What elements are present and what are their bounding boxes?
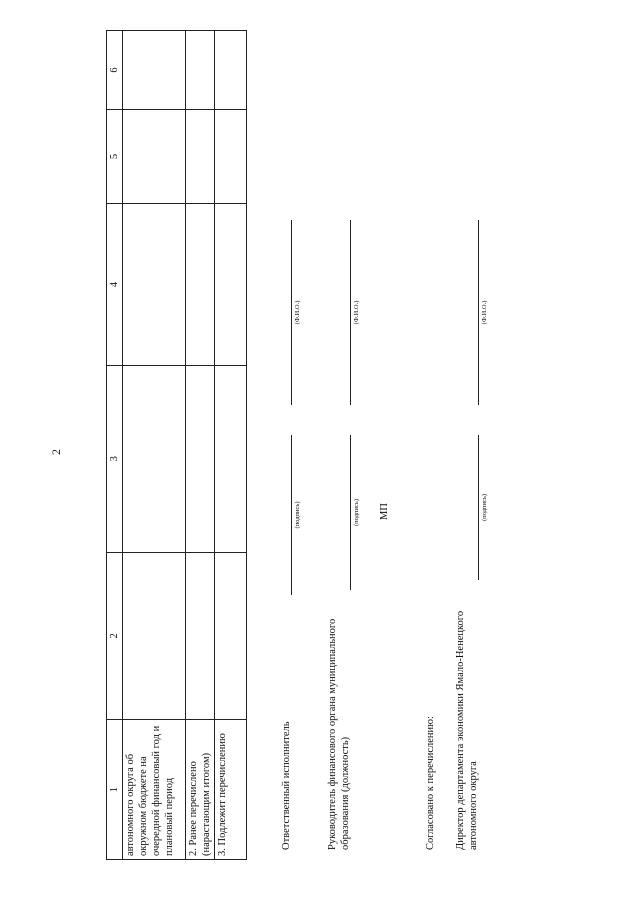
page-number: 2 (49, 449, 63, 455)
table-cell (123, 552, 186, 720)
executor-signature-caption: (подпись) (294, 501, 301, 529)
head-label: Руководитель финансового органа муниципального образования (должность) (327, 618, 351, 850)
table-cell (215, 31, 247, 110)
table-row (123, 31, 186, 860)
table-cell (123, 31, 186, 110)
row-label-budget: автономного округа об окружном бюджете на очередной финансовый год и плановый период (123, 720, 186, 860)
table-cell (186, 552, 215, 720)
director-name-line (478, 220, 479, 405)
table-cell (123, 365, 186, 552)
table-cell (215, 365, 247, 552)
table-cell (215, 203, 247, 365)
table-cell (215, 109, 247, 203)
head-signature-line (350, 435, 351, 590)
head-signature-caption: (подпись) (353, 499, 360, 526)
seal-mark: МП (379, 503, 390, 520)
executor-name-line (291, 220, 292, 405)
column-number-1: 1 (107, 720, 123, 860)
table-cell (186, 31, 215, 110)
director-label: Директор департамента экономики Ямало-Ненецкого автономного округа (455, 610, 479, 850)
column-number-3: 3 (107, 365, 123, 552)
table-cell (215, 552, 247, 720)
executor-signature-line (291, 435, 292, 595)
rotated-content (50, 30, 590, 880)
head-name-line (350, 220, 351, 405)
table-header-row (107, 31, 123, 860)
transfer-table (106, 30, 247, 860)
agreed-label: Согласовано к перечислению: (425, 716, 436, 850)
director-name-caption: (Ф.И.О.) (481, 300, 488, 325)
executor-label: Ответственный исполнитель (281, 721, 292, 850)
table-cell (186, 109, 215, 203)
column-number-2: 2 (107, 552, 123, 720)
row-label-to-transfer: 3. Подлежит перечислению (215, 720, 247, 860)
executor-name-caption: (Ф.И.О.) (294, 300, 301, 325)
column-number-6: 6 (107, 31, 123, 110)
table-row (186, 31, 215, 860)
director-signature-caption: (подпись) (481, 494, 488, 521)
table-row (215, 31, 247, 860)
table-cell (186, 365, 215, 552)
row-label-previously-transferred: 2. Ранее перечислено (нарастающим итогом) (186, 720, 215, 860)
director-signature-line (478, 435, 479, 580)
head-name-caption: (Ф.И.О.) (353, 300, 360, 325)
table-cell (123, 109, 186, 203)
table-cell (186, 203, 215, 365)
column-number-5: 5 (107, 109, 123, 203)
column-number-4: 4 (107, 203, 123, 365)
table-cell (123, 203, 186, 365)
